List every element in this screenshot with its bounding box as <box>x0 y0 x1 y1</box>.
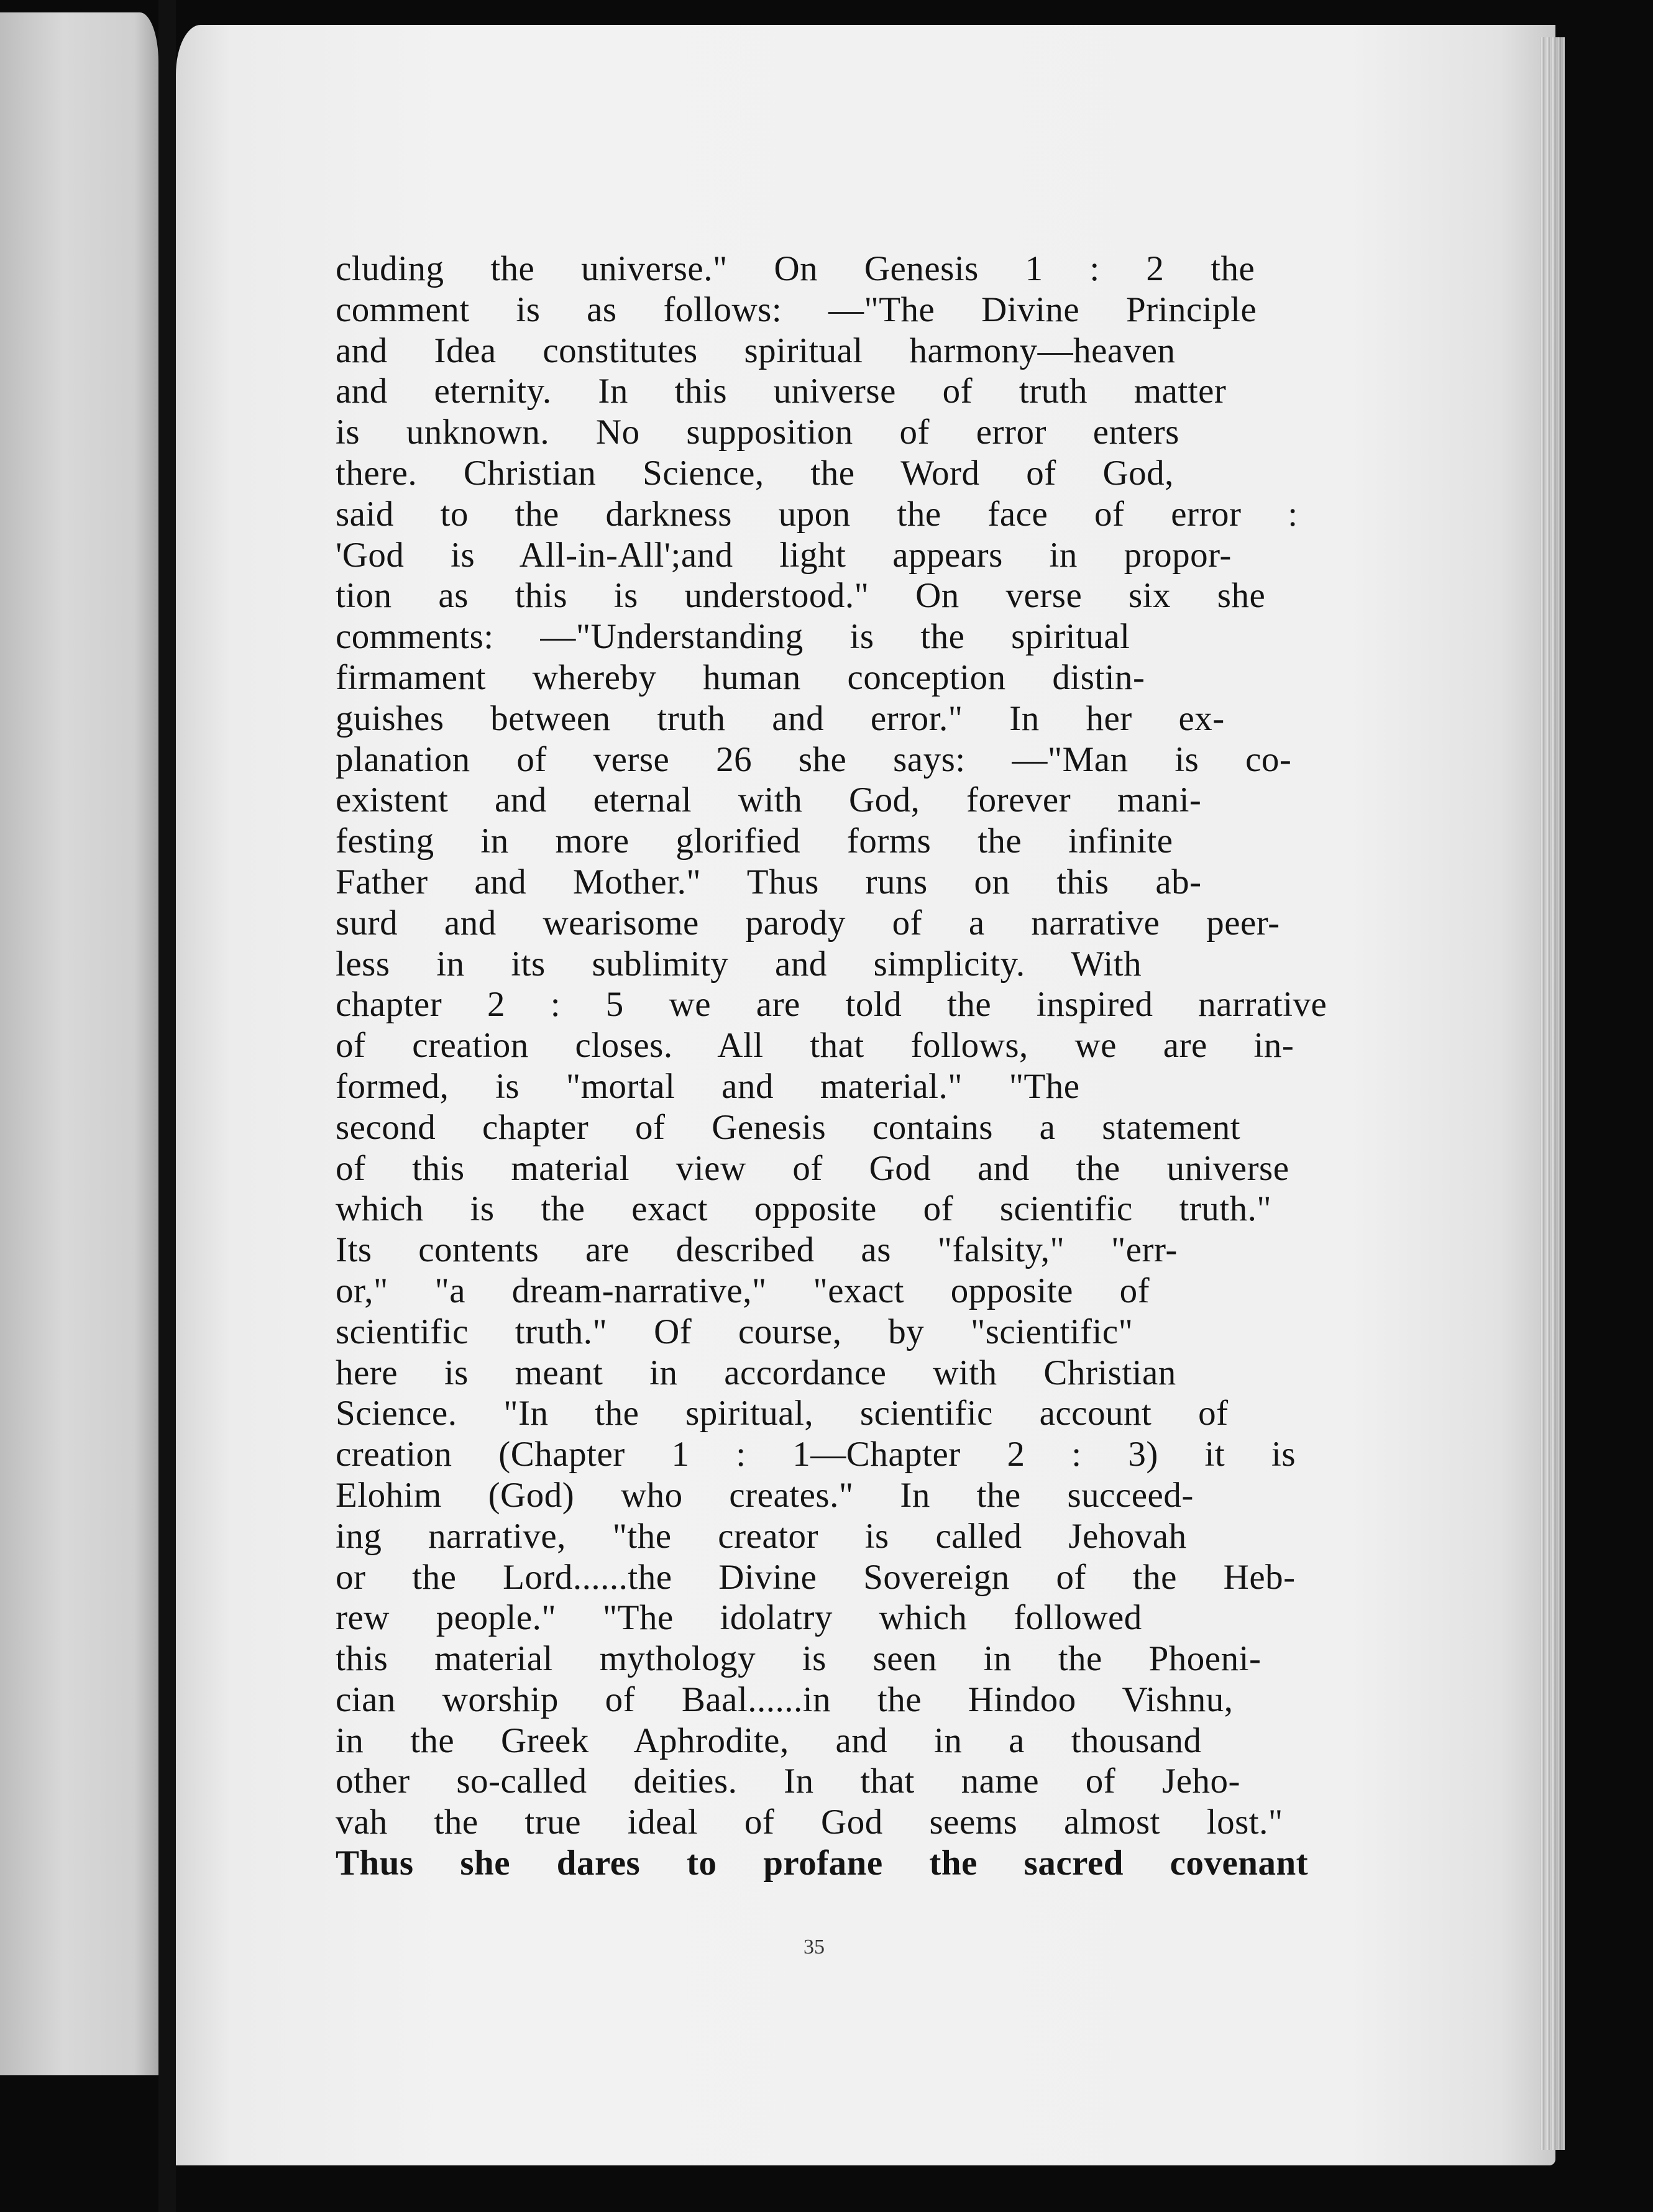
text-line: other so-called deities. In that name of Jeho- <box>336 1762 1240 1801</box>
text-line: firmament whereby human conception distin- <box>336 657 1145 697</box>
text-line: creation (Chapter 1 : 1—Chapter 2 : 3) it is <box>336 1435 1296 1474</box>
page-stack-edge <box>1540 37 1565 2150</box>
text-line: cluding the universe." On Genesis 1 : 2 the <box>336 249 1255 288</box>
text-line: ing narrative, "the creator is called Jehovah <box>336 1516 1187 1556</box>
text-line: comments: —"Understanding is the spiritual <box>336 617 1130 657</box>
text-line: Thus she dares to profane the sacred covenant <box>336 1844 1309 1883</box>
text-line: rew people." "The idolatry which followed <box>336 1598 1142 1638</box>
text-line: 'God is All-in-All';and light appears in propor- <box>336 535 1232 575</box>
text-line: surd and wearisome parody of a narrative peer- <box>336 903 1280 943</box>
text-line: scientific truth." Of course, by "scientific" <box>336 1312 1133 1351</box>
text-line: or the Lord......the Divine Sovereign of the Heb- <box>336 1557 1296 1597</box>
text-line: formed, is "mortal and material." "The <box>336 1066 1080 1106</box>
text-line: tion as this is understood." On verse six she <box>336 576 1266 616</box>
text-line: in the Greek Aphrodite, and in a thousand <box>336 1721 1202 1760</box>
text-line: Father and Mother." Thus runs on this ab- <box>336 862 1202 902</box>
text-line: second chapter of Genesis contains a statement <box>336 1107 1241 1147</box>
text-line: of creation closes. All that follows, we are in- <box>336 1026 1294 1066</box>
text-line: and Idea constitutes spiritual harmony—heaven <box>336 331 1176 370</box>
facing-page-edge <box>0 12 158 2075</box>
body-text <box>336 249 1327 1926</box>
text-line: of this material view of God and the universe <box>336 1148 1289 1188</box>
text-line: there. Christian Science, the Word of God, <box>336 453 1174 493</box>
text-line: comment is as follows: —"The Divine Principle <box>336 290 1257 329</box>
text-line: said to the darkness upon the face of error : <box>336 494 1298 534</box>
page-number: 35 <box>804 1936 825 1958</box>
text-line: and eternity. In this universe of truth matter <box>336 372 1227 411</box>
text-line: Its contents are described as "falsity," "err- <box>336 1230 1178 1270</box>
text-line: here is meant in accordance with Christian <box>336 1353 1176 1392</box>
text-line: existent and eternal with God, forever mani- <box>336 780 1202 820</box>
text-line: chapter 2 : 5 we are told the inspired narrative <box>336 985 1327 1025</box>
text-line: Elohim (God) who creates." In the succeed- <box>336 1475 1194 1515</box>
text-line: planation of verse 26 she says: —"Man is co- <box>336 739 1292 779</box>
text-line: vah the true ideal of God seems almost lost." <box>336 1803 1283 1842</box>
text-line: guishes between truth and error." In her ex- <box>336 698 1225 738</box>
text-line: or," "a dream-narrative," "exact opposite of <box>336 1271 1150 1310</box>
text-line: less in its sublimity and simplicity. With <box>336 944 1142 984</box>
book-gutter <box>158 0 176 2212</box>
text-line: this material mythology is seen in the Phoeni- <box>336 1639 1262 1679</box>
text-line: Science. "In the spiritual, scientific account of <box>336 1394 1229 1433</box>
text-line: festing in more glorified forms the infinite <box>336 821 1173 861</box>
text-line: cian worship of Baal......in the Hindoo Vishnu, <box>336 1680 1234 1719</box>
text-line: is unknown. No supposition of error enters <box>336 413 1179 452</box>
text-line: which is the exact opposite of scientific truth." <box>336 1189 1272 1229</box>
